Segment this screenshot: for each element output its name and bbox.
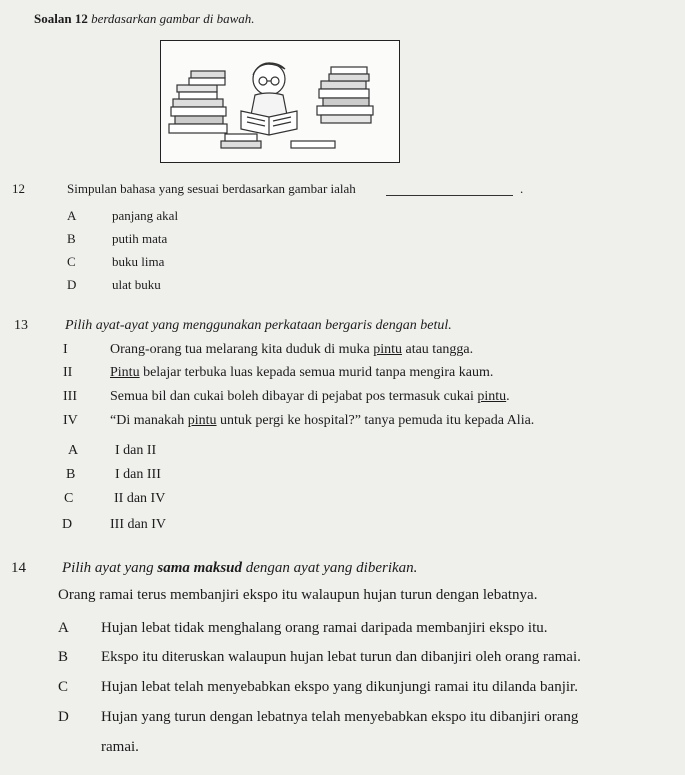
illustration-frame bbox=[160, 40, 400, 163]
q12-option-text[interactable]: buku lima bbox=[112, 254, 165, 269]
underlined-word: pintu bbox=[477, 389, 507, 404]
intro-line bbox=[34, 11, 255, 27]
q12-option-letter[interactable]: A bbox=[67, 208, 77, 223]
q14-option-text[interactable]: Hujan lebat telah menyebabkan ekspo yang dikunjungi ramai itu dilanda banjir. bbox=[101, 679, 578, 695]
q12-option-text[interactable]: panjang akal bbox=[112, 208, 179, 223]
intro-rest: berdasarkan gambar di bawah. bbox=[91, 11, 255, 26]
q12-stem: Simpulan bahasa yang sesuai berdasarkan gambar ialah bbox=[67, 181, 356, 196]
q14-number: 14 bbox=[11, 560, 26, 576]
q12-option-text[interactable]: ulat buku bbox=[112, 277, 161, 292]
q13-number: 13 bbox=[14, 318, 28, 333]
child-reading-books-illustration bbox=[161, 41, 399, 162]
q12-number: 12 bbox=[12, 181, 25, 196]
q13-statement: Pintu belajar terbuka luas kepada semua murid tanpa mengira kaum. bbox=[110, 365, 494, 380]
q13-statement-roman: I bbox=[63, 342, 68, 357]
q12-option-text[interactable]: putih mata bbox=[112, 231, 168, 246]
underlined-word: Pintu bbox=[110, 365, 140, 380]
q12-option-letter[interactable]: B bbox=[67, 231, 76, 246]
q13-option-letter[interactable]: A bbox=[68, 443, 79, 458]
q14-option-text-continuation: ramai. bbox=[101, 739, 139, 755]
q13-option-letter[interactable]: D bbox=[62, 517, 73, 532]
q13-option-letter[interactable]: B bbox=[66, 467, 76, 482]
q13-option-text[interactable]: II dan IV bbox=[114, 491, 166, 506]
q13-statement-roman: II bbox=[63, 365, 73, 380]
q13-option-text[interactable]: I dan II bbox=[115, 443, 157, 458]
q14-option-letter[interactable]: D bbox=[58, 709, 69, 725]
underlined-word: pintu bbox=[187, 413, 217, 428]
q14-stem-bold: sama maksud bbox=[157, 560, 243, 576]
q14-given-sentence: Orang ramai terus membanjiri ekspo itu walaupun hujan turun dengan lebatnya. bbox=[58, 587, 538, 603]
q13-option-text[interactable]: I dan III bbox=[115, 467, 161, 482]
q12-answer-blank bbox=[386, 195, 513, 196]
q14-option-letter[interactable]: B bbox=[58, 649, 69, 665]
underlined-word: pintu bbox=[373, 342, 402, 357]
q13-statement: “Di manakah pintu untuk pergi ke hospital?” tanya pemuda itu kepada Alia. bbox=[110, 413, 535, 428]
intro-bold: Soalan 12 bbox=[34, 11, 88, 26]
q12-option-letter[interactable]: C bbox=[67, 254, 76, 269]
q13-option-letter[interactable]: C bbox=[64, 491, 74, 506]
q14-stem: Pilih ayat yang sama maksud dengan ayat yang diberikan. bbox=[62, 560, 418, 576]
q14-option-text[interactable]: Ekspo itu diteruskan walaupun hujan lebat turun dan dibanjiri oleh orang ramai. bbox=[101, 649, 581, 665]
q14-option-text[interactable]: Hujan yang turun dengan lebatnya telah menyebabkan ekspo itu dibanjiri orang bbox=[101, 709, 579, 725]
q13-statement-roman: III bbox=[63, 389, 77, 404]
q14-option-letter[interactable]: C bbox=[58, 679, 69, 695]
q13-statement: Semua bil dan cukai boleh dibayar di pejabat pos termasuk cukai pintu. bbox=[110, 389, 510, 404]
q14-option-letter[interactable]: A bbox=[58, 620, 69, 636]
q13-statement-roman: IV bbox=[63, 413, 78, 428]
q12-option-letter[interactable]: D bbox=[67, 277, 77, 292]
q14-option-text[interactable]: Hujan lebat tidak menghalang orang ramai daripada membanjiri ekspo itu. bbox=[101, 620, 548, 636]
q13-option-text[interactable]: III dan IV bbox=[110, 517, 166, 532]
q13-stem: Pilih ayat-ayat yang menggunakan perkataan bergaris dengan betul. bbox=[65, 318, 452, 333]
q13-statement: Orang-orang tua melarang kita duduk di muka pintu atau tangga. bbox=[110, 342, 474, 357]
q12-period: . bbox=[520, 181, 524, 196]
